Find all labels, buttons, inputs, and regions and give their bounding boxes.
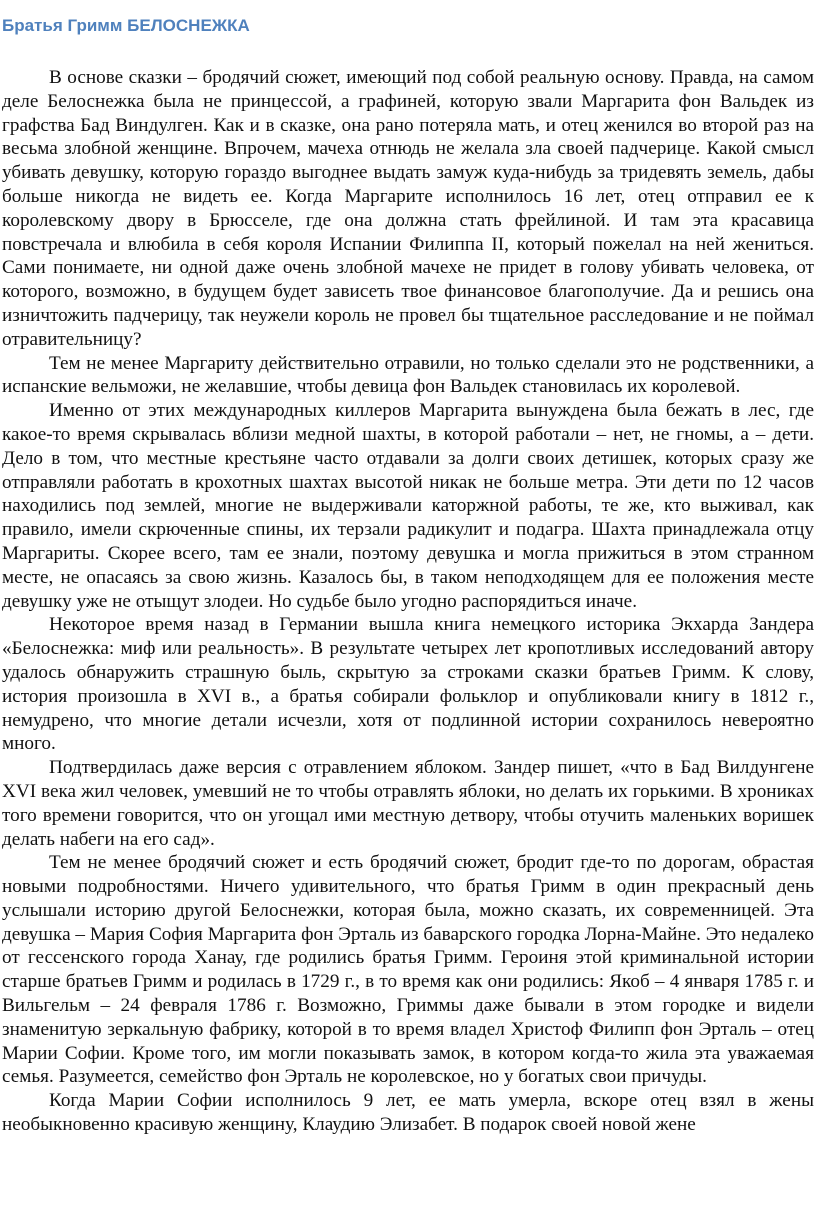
paragraph: Тем не менее Маргариту действительно отравили, но только сделали это не родственники, а испанские вельможи, не желавшие, чтобы девица фон Вальдек становилась их королевой. [2, 352, 814, 398]
paragraph: Именно от этих международных киллеров Маргарита вынуждена была бежать в лес, где какое-то время скрывалась вблизи медной шахты, в которой работали – нет, не гномы, а – дети. Дело в том, что местные крестьяне часто отдавали за долги своих детишек, которых сразу же отправляли работать в крохотных шахтах высотой никак не больше метра. Эти дети по 12 часов находились под землей, многие не выдерживали каторжной работы, те же, кто выживал, как правило, имели скрюченные спины, их терзали радикулит и подагра. Шахта принадлежала отцу Маргариты. Скорее всего, там ее знали, поэтому девушка и могла прижиться в этом странном месте, не опасаясь за свою жизнь. Казалось бы, в таком неподходящем для ее положения месте девушку уже не отыщут злодеи. Но судьбе было угодно распорядиться иначе. [2, 400, 814, 612]
document-title: Братья Гримм БЕЛОСНЕЖКА [2, 16, 250, 35]
paragraph: Некоторое время назад в Германии вышла книга немецкого историка Экхарда Зандера «Белоснежка: миф или реальность». В результате четырех лет кропотливых исследований автору удалось обнаружить страшную быль, скрытую за строками сказки братьев Гримм. К слову, история произошла в XVI в., а братья собирали фольклор и опубликовали книгу в 1812 г., немудрено, что многие детали исчезли, хотя от подлинной истории сохранилось невероятно много. [2, 614, 814, 755]
paragraph: Когда Марии Софии исполнилось 9 лет, ее мать умерла, вскоре отец взял в жены необыкновенно красивую женщину, Клаудию Элизабет. В подарок своей новой жене [2, 1090, 814, 1136]
paragraph: Тем не менее бродячий сюжет и есть бродячий сюжет, бродит где-то по дорогам, обрастая новыми подробностями. Ничего удивительного, что братья Гримм в один прекрасный день услышали историю другой Белоснежки, которая была, можно сказать, их современницей. Эта девушка – Мария София Маргарита фон Эрталь из баварского городка Лорна-Майне. Это недалеко от гессенского города Ханау, где родились братья Гримм. Героиня этой криминальной истории старше братьев Гримм и родилась в 1729 г., в то время как они родились: Якоб – 4 января 1785 г. и Вильгельм – 24 февраля 1786 г. Возможно, Гриммы даже бывали в этом городке и видели знаменитую зеркальную фабрику, которой в то время владел Христоф Филипп фон Эрталь – отец Марии Софии. Кроме того, им могли показывать замок, в котором когда-то жила эта уважаемая семья. Разумеется, семейство фон Эрталь не королевское, но у богатых свои причуды. [2, 852, 814, 1088]
paragraph: Подтвердилась даже версия с отравлением яблоком. Зандер пишет, «что в Бад Вилдунгене XVI века жил человек, умевший не то чтобы отравлять яблоки, но делать их горькими. В хрониках того времени говорится, что он угощал ими местную детвору, чтобы отучить маленьких воришек делать набеги на его сад». [2, 757, 814, 850]
paragraph: В основе сказки – бродячий сюжет, имеющий под собой реальную основу. Правда, на самом деле Белоснежка была не принцессой, а графиней, которую звали Маргарита фон Вальдек из графства Бад Виндулген. Как и в сказке, она рано потеряла мать, и отец женился во второй раз на весьма злобной женщине. Впрочем, мачеха отнюдь не желала зла своей падчерице. Какой смысл убивать девушку, которую гораздо выгоднее выдать замуж куда-нибудь за тридевять земель, дабы больше никогда не видеть ее. Когда Маргарите исполнилось 16 лет, отец отправил ее к королевскому двору в Брюсселе, где она должна стать фрейлиной. И там эта красавица повстречала и влюбила в себя короля Испании Филиппа II, который пожелал на ней жениться. Сами понимаете, ни одной даже очень злобной мачехе не придет в голову убивать человека, от которого, возможно, в будущем будет зависеть твое финансовое благополучие. Да и решись она изничтожить падчерицу, так неужели король не провел бы тщательное расследование и не поймал отравительницу? [2, 67, 814, 350]
